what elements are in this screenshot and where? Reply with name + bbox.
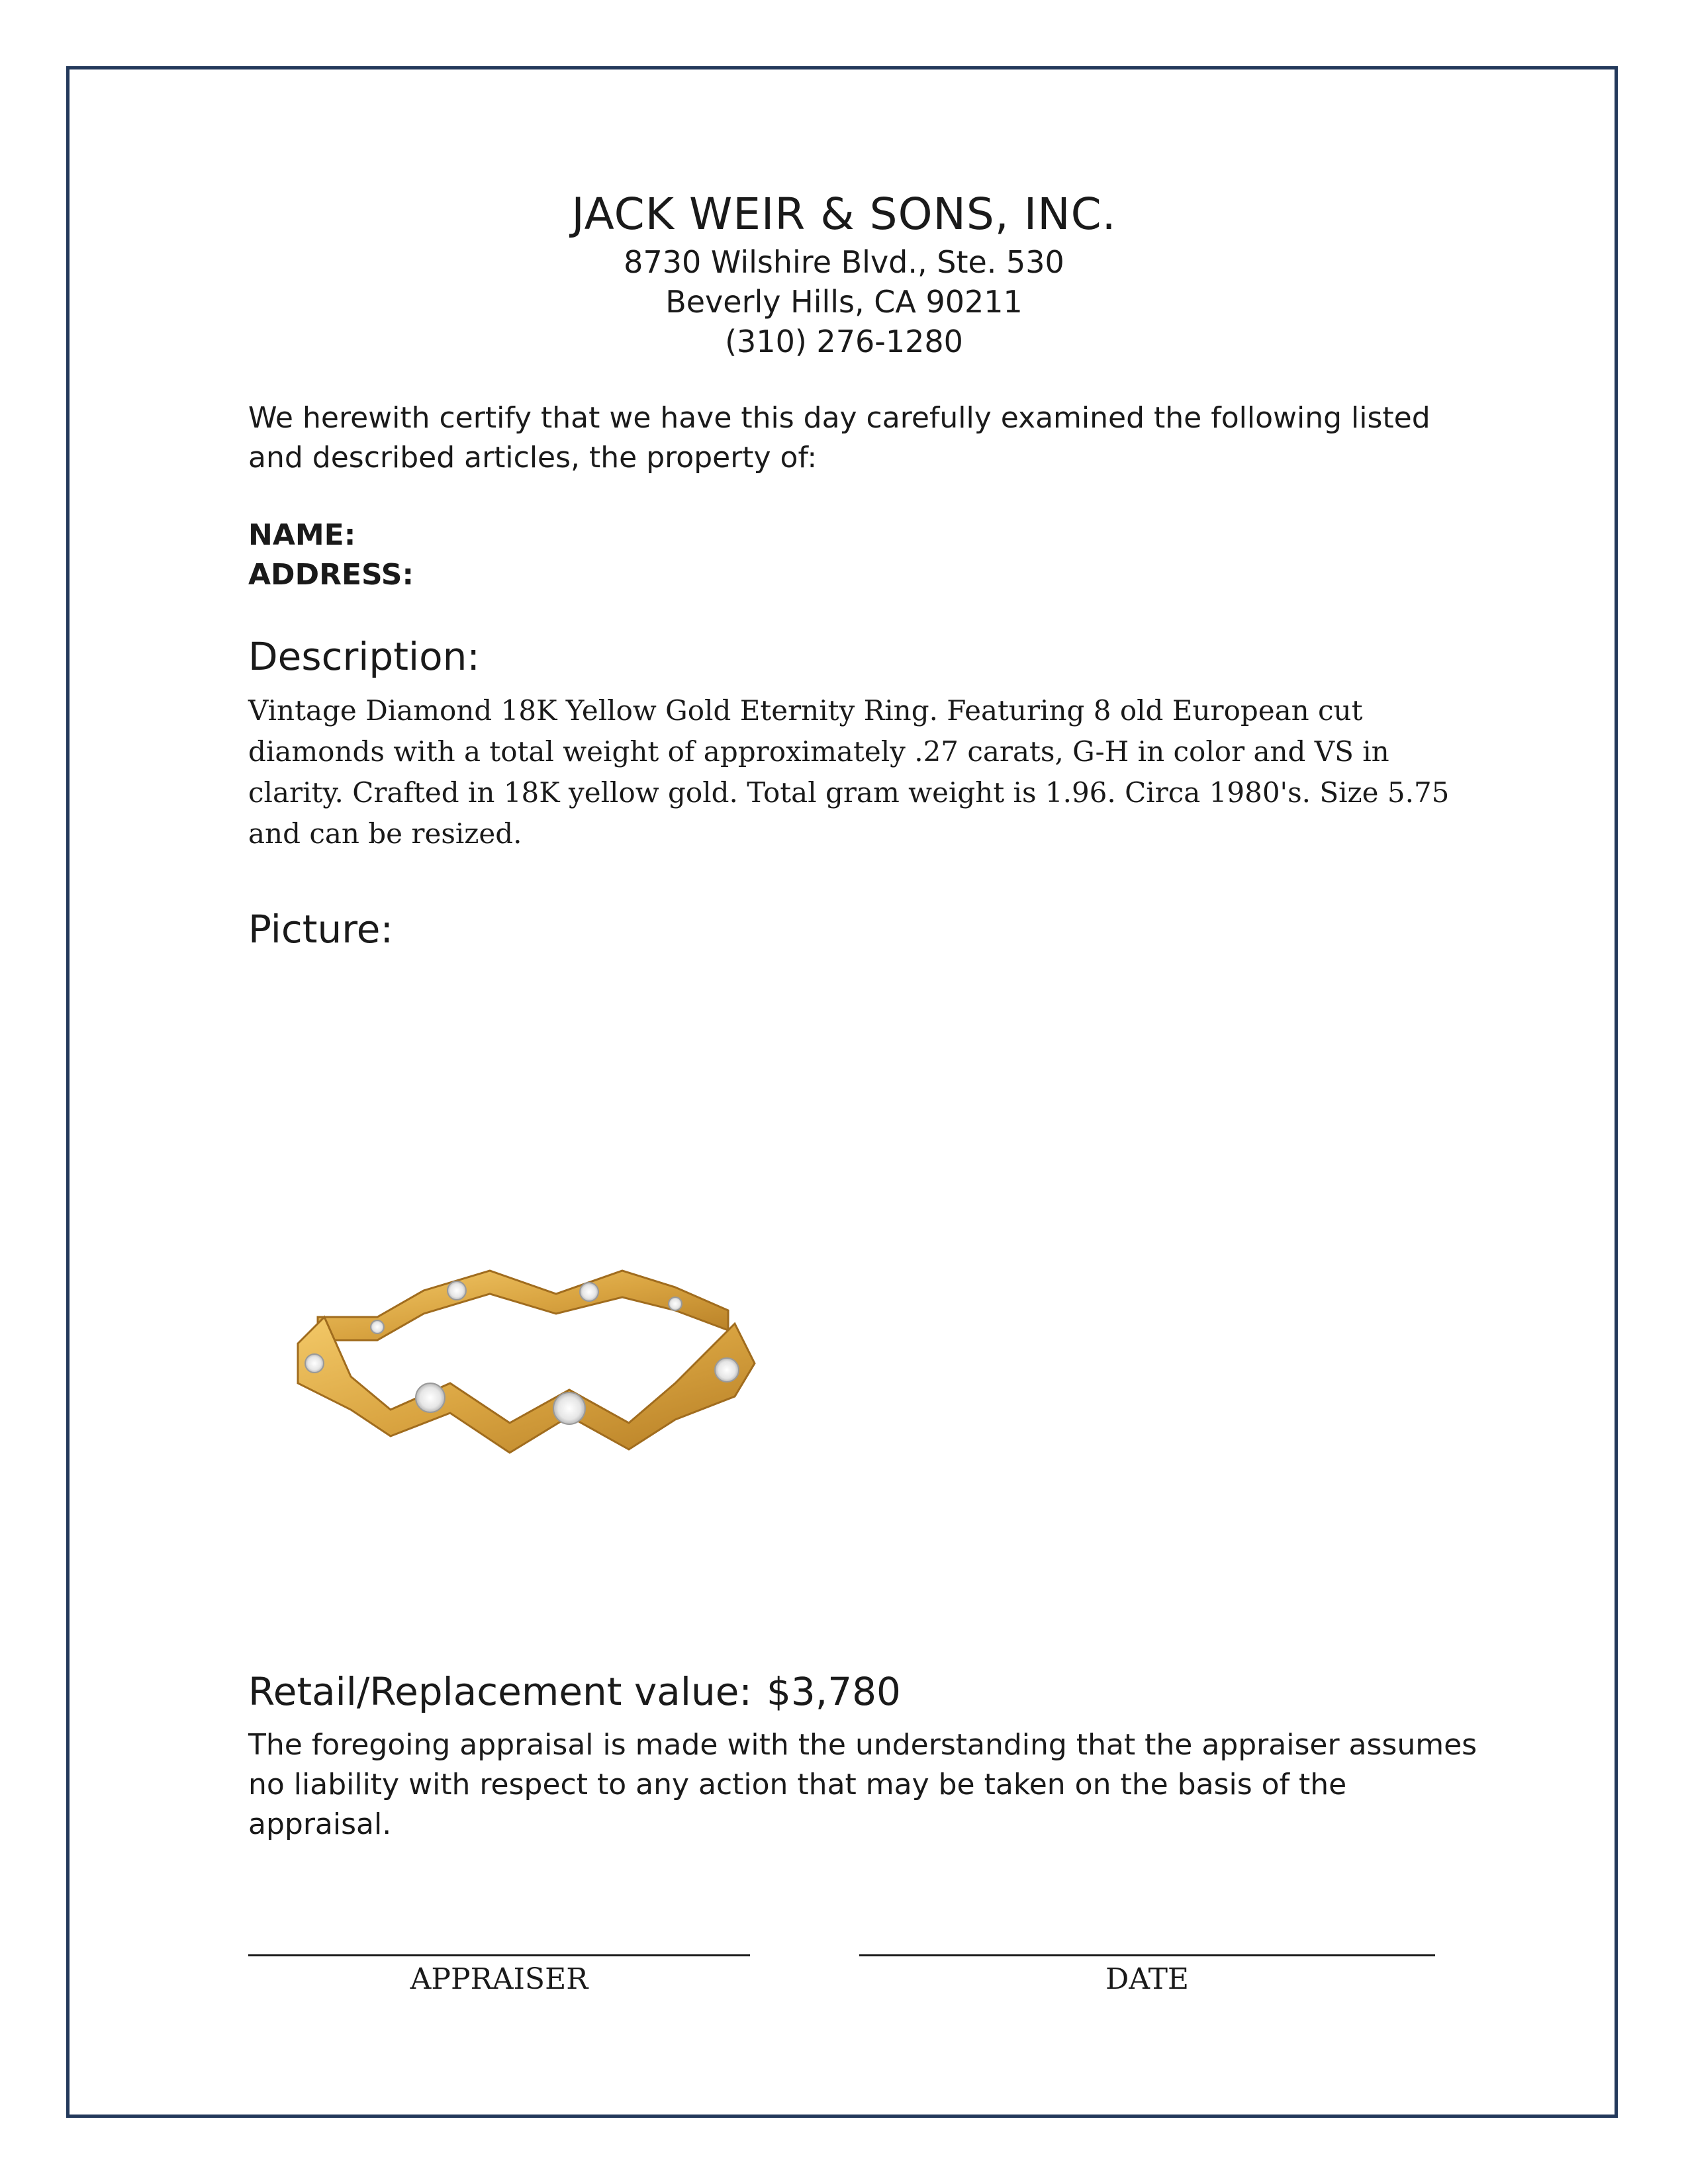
diamond-stone	[416, 1383, 445, 1412]
diamond-stone	[371, 1320, 384, 1334]
appraiser-label: APPRAISER	[410, 1962, 588, 1996]
date-signature-line	[859, 1954, 1435, 1956]
retail-value-label: Retail/Replacement value:	[248, 1669, 752, 1714]
retail-value	[248, 1669, 901, 1714]
phone-number: (310) 276-1280	[725, 324, 963, 359]
certification-intro: We herewith certify that we have this day carefully examined the following listed and described articles, the property of:	[248, 401, 1430, 475]
appraiser-signature-line	[248, 1954, 750, 1956]
diamond-stone	[669, 1297, 682, 1310]
ring-illustration	[278, 1231, 781, 1509]
address-line-2: Beverly Hills, CA 90211	[665, 284, 1023, 320]
diamond-stone	[715, 1358, 739, 1382]
retail-value-amount: $3,780	[766, 1669, 901, 1714]
address-label: ADDRESS:	[248, 558, 414, 592]
diamond-stone	[553, 1392, 585, 1424]
diamond-stone	[580, 1283, 598, 1301]
diamond-stone	[447, 1281, 466, 1300]
date-label: DATE	[1105, 1962, 1190, 1996]
address-line-1: 8730 Wilshire Blvd., Ste. 530	[624, 244, 1064, 280]
ring-photo	[278, 1231, 781, 1509]
name-label: NAME:	[248, 518, 356, 552]
picture-title: Picture:	[248, 907, 394, 952]
diamond-stone	[305, 1354, 324, 1373]
description-title: Description:	[248, 634, 480, 679]
description-text: Vintage Diamond 18K Yellow Gold Eternity Ring. Featuring 8 old European cut diamonds with a total weight of approximately .27 carats, G-H in color and VS in clarity. Crafted in 18K yellow gold. Total gram weight is 1.96. Circa 1980's. Size 5.75 and can be resized.	[248, 694, 1450, 850]
letterhead	[0, 187, 1688, 361]
disclaimer-text: The foregoing appraisal is made with the understanding that the appraiser assumes no liability with respect to any action that may be taken on the basis of the appraisal.	[248, 1728, 1477, 1841]
company-name: JACK WEIR & SONS, INC.	[571, 189, 1117, 240]
